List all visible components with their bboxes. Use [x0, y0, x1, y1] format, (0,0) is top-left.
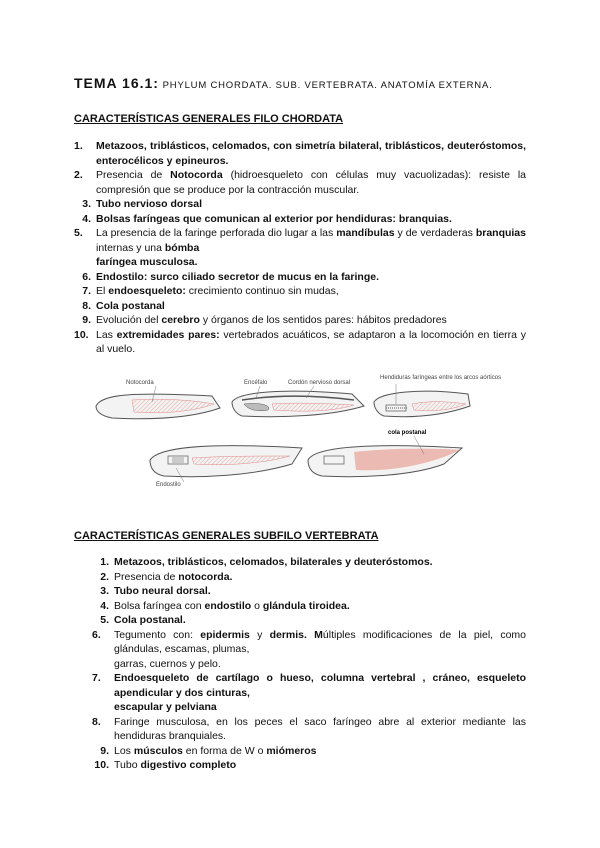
list-item: 4. Bolsa faríngea con endostilo o glándula tiroidea. — [100, 599, 350, 612]
section2-heading: CARACTERÍSTICAS GENERALES SUBFILO VERTEBRATA — [74, 530, 379, 542]
chordate-diagram — [92, 372, 502, 500]
label-endostilo: Endostilo — [156, 482, 181, 488]
list-item: 7. Endoesqueleto de cartílago o hueso, columna vertebral , cráneo, esqueleto apendicular y dos cinturas, escapular y pelviana — [92, 672, 526, 713]
body-outline-1 — [96, 394, 220, 419]
list-item: 5. Cola postanal. — [100, 614, 186, 626]
list-item: 9. Los músculos en forma de W o miómeros — [100, 744, 317, 757]
body-outline-3 — [374, 391, 470, 417]
list-item: 10. Tubo digestivo completo — [94, 759, 237, 771]
section2-list — [92, 555, 526, 773]
body-outline-5 — [308, 446, 462, 477]
list-item: 10. Las extremidades pares: vertebrados acuáticos, se adaptaron a la locomoción en tierra y al vuelo. — [74, 328, 526, 355]
section1-list — [74, 139, 526, 357]
list-item: 6. Endostilo: surco ciliado secretor de mucus en la faringe. — [82, 270, 379, 283]
label-cordon-nervioso: Cordón nervioso dorsal — [288, 380, 351, 386]
list-item: 8. Faringe musculosa, en los peces el saco faríngeo abre al exterior mediante las hendiduras branquiales. — [92, 715, 526, 742]
list-item: 7. El endoesqueleto: crecimiento continuo sin mudas, — [82, 285, 339, 297]
list-item: 2. Presencia de Notocorda (hidroesqueleto con células muy vacuolizadas): resiste la compresión que se produce por la contracción muscular. — [74, 169, 526, 196]
list-item: 1. Metazoos, triblásticos, celomados, bilaterales y deuteróstomos. — [100, 556, 433, 568]
list-item: 3. Tubo nervioso dorsal — [82, 198, 202, 210]
label-cola-postanal: cola postanal — [388, 430, 427, 436]
label-hendiduras: Hendiduras faríngeas entre los arcos aórticos — [380, 375, 502, 381]
list-item: 6. Tegumento con: epidermis y dermis. Múltiples modificaciones de la piel, como glándulas, escamas, plumas, garras, cuernos y pelo. — [92, 628, 526, 670]
label-encefalo: Encéfalo — [244, 380, 268, 386]
label-notocorda: Notocorda — [126, 380, 154, 386]
list-item: 3. Tubo neural dorsal. — [100, 585, 211, 597]
title-rest: PHYLUM CHORDATA. SUB. VERTEBRATA. ANATOMÍA EXTERNA. — [162, 80, 493, 91]
list-item: 1. Metazoos, triblásticos, celomados, con simetría bilateral, triblásticos, deuteróstomos, enterocélicos y epineuros. — [74, 140, 526, 167]
body-outline-4 — [150, 446, 302, 477]
list-item: 9. Evolución del cerebro y órganos de los sentidos pares: hábitos predadores — [82, 314, 447, 326]
list-item: 4. Bolsas faríngeas que comunican al exterior por hendiduras: branquias. — [82, 212, 452, 225]
chordate-diagram-svg — [92, 372, 472, 500]
list-item: 8. Cola postanal — [82, 299, 165, 312]
section1-heading: CARACTERÍSTICAS GENERALES FILO CHORDATA — [74, 113, 344, 125]
list-item: 2. Presencia de notocorda. — [100, 570, 233, 583]
list-item: 5. La presencia de la faringe perforada dio lugar a las mandíbulas y de verdaderas branquias internas y una bómba faríngea musculosa. — [74, 227, 526, 268]
body-outline-2 — [232, 391, 364, 417]
page-title — [74, 75, 493, 91]
title-main: TEMA 16.1: — [74, 75, 159, 91]
